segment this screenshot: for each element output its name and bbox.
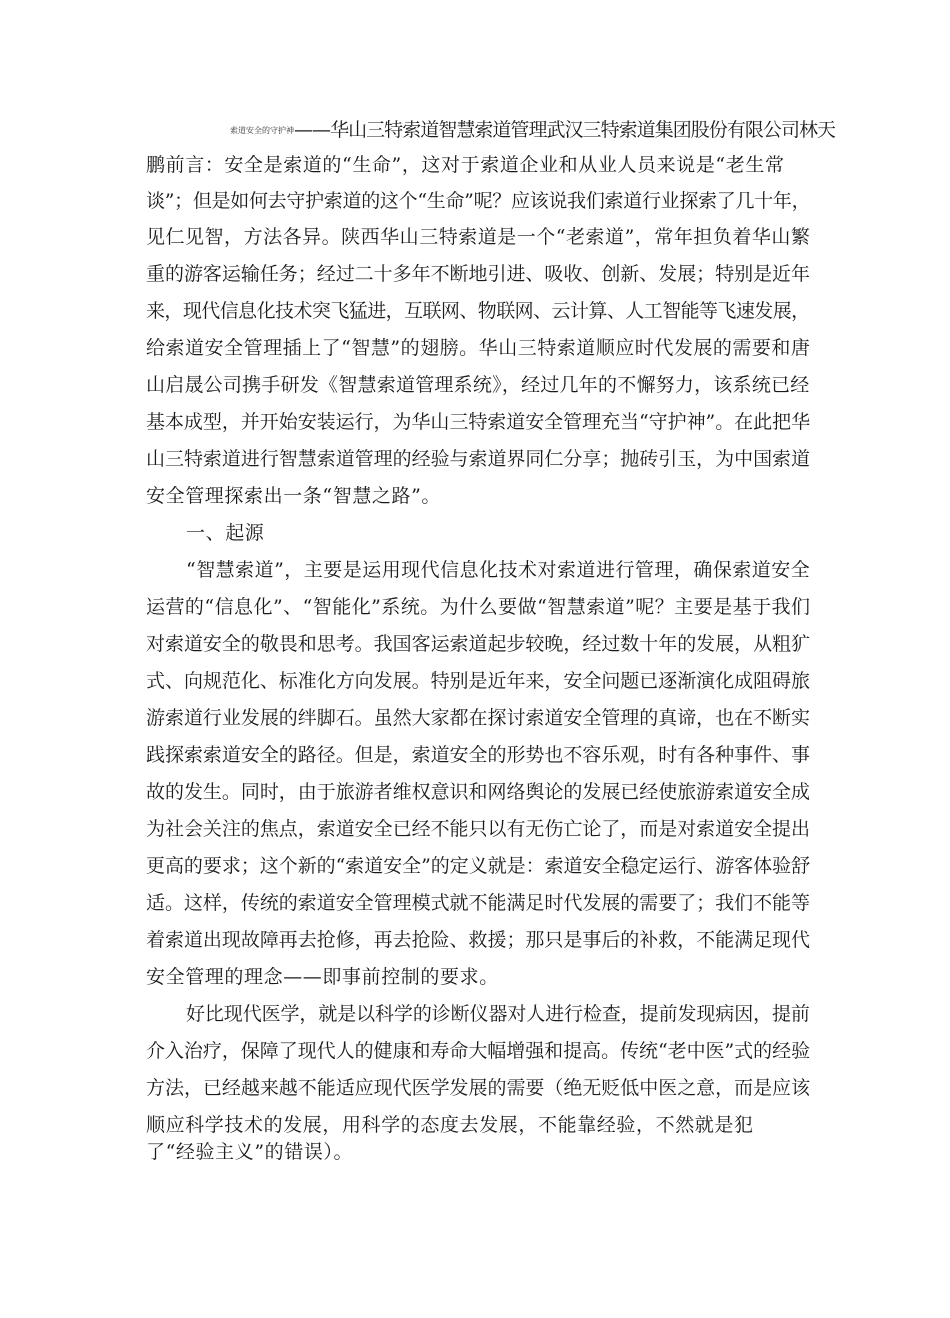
body-line: “智慧索道”，主要是运用现代信息化技术对索道进行管理，确保索道安全 bbox=[186, 559, 811, 581]
body-line: 顺应科学技术的发展，用科学的态度去发展，不能靠经验，不然就是犯 bbox=[146, 1114, 754, 1136]
body-line: 好比现代医学，就是以科学的诊断仪器对人进行检查，提前发现病因，提前 bbox=[186, 1003, 810, 1025]
body-line: 运营的“信息化”、“智能化”系统。为什么要做“智慧索道”呢？主要是基于我们 bbox=[146, 596, 811, 618]
document-title bbox=[230, 118, 835, 143]
body-line: 见仁见智，方法各异。陕西华山三特索道是一个“老索道”，常年担负着华山繁 bbox=[146, 226, 811, 248]
title-small-text: 索道安全的守护神 bbox=[230, 126, 294, 135]
body-line: 游索道行业发展的绊脚石。虽然大家都在探讨索道安全管理的真谛，也在不断实 bbox=[146, 707, 811, 729]
body-line: 山三特索道进行智慧索道管理的经验与索道界同仁分享；抛砖引玉，为中国索道 bbox=[146, 448, 811, 470]
body-line: 给索道安全管理插上了“智慧”的翅膀。华山三特索道顺应时代发展的需要和唐 bbox=[146, 337, 811, 359]
body-line: 着索道出现故障再去抢修，再去抢险、救援；那只是事后的补救，不能满足现代 bbox=[146, 929, 811, 951]
body-line: 了“经验主义”的错误）。 bbox=[146, 1141, 354, 1163]
body-line: 鹏前言：安全是索道的“生命”，这对于索道企业和从业人员来说是“老生常 bbox=[146, 154, 785, 176]
body-line: 安全管理的理念——即事前控制的要求。 bbox=[146, 966, 499, 988]
body-line: 故的发生。同时，由于旅游者维权意识和网络舆论的发展已经使旅游索道安全成 bbox=[146, 781, 811, 803]
body-line: 谈”；但是如何去守护索道的这个“生命”呢？应该说我们索道行业探索了几十年， bbox=[146, 190, 811, 212]
title-main-text: ——华山三特索道智慧索道管理武汉三特索道集团股份有限公司林天 bbox=[294, 119, 836, 141]
body-line: 更高的要求；这个新的“索道安全”的定义就是：索道安全稳定运行、游客体验舒 bbox=[146, 855, 811, 877]
section-heading: 一、起源 bbox=[186, 522, 265, 544]
body-line: 山启晟公司携手研发《智慧索道管理系统》，经过几年的不懈努力，该系统已经 bbox=[146, 374, 810, 396]
body-line: 基本成型，并开始安装运行，为华山三特索道安全管理充当“守护神”。在此把华 bbox=[146, 411, 811, 433]
body-line: 践探索索道安全的路径。但是，索道安全的形势也不容乐观，时有各种事件、事 bbox=[146, 744, 811, 766]
body-line: 适。这样，传统的索道安全管理模式就不能满足时代发展的需要了；我们不能等 bbox=[146, 892, 811, 914]
body-line: 安全管理探索出一条“智慧之路”。 bbox=[146, 485, 442, 507]
body-line: 式、向规范化、标准化方向发展。特别是近年来，安全问题已逐渐演化成阻碍旅 bbox=[146, 670, 811, 692]
body-line: 重的游客运输任务；经过二十多年不断地引进、吸收、创新、发展；特别是近年 bbox=[146, 263, 811, 285]
body-line: 为社会关注的焦点，索道安全已经不能只以有无伤亡论了，而是对索道安全提出 bbox=[146, 818, 811, 840]
body-line: 介入治疗，保障了现代人的健康和寿命大幅增强和提高。传统“老中医”式的经验 bbox=[146, 1040, 811, 1062]
body-line: 来，现代信息化技术突飞猛进，互联网、物联网、云计算、人工智能等飞速发展， bbox=[146, 300, 810, 322]
body-line: 对索道安全的敬畏和思考。我国客运索道起步较晚，经过数十年的发展，从粗犷 bbox=[146, 633, 811, 655]
body-line: 方法，已经越来越不能适应现代医学发展的需要（绝无贬低中医之意，而是应该 bbox=[146, 1077, 811, 1099]
